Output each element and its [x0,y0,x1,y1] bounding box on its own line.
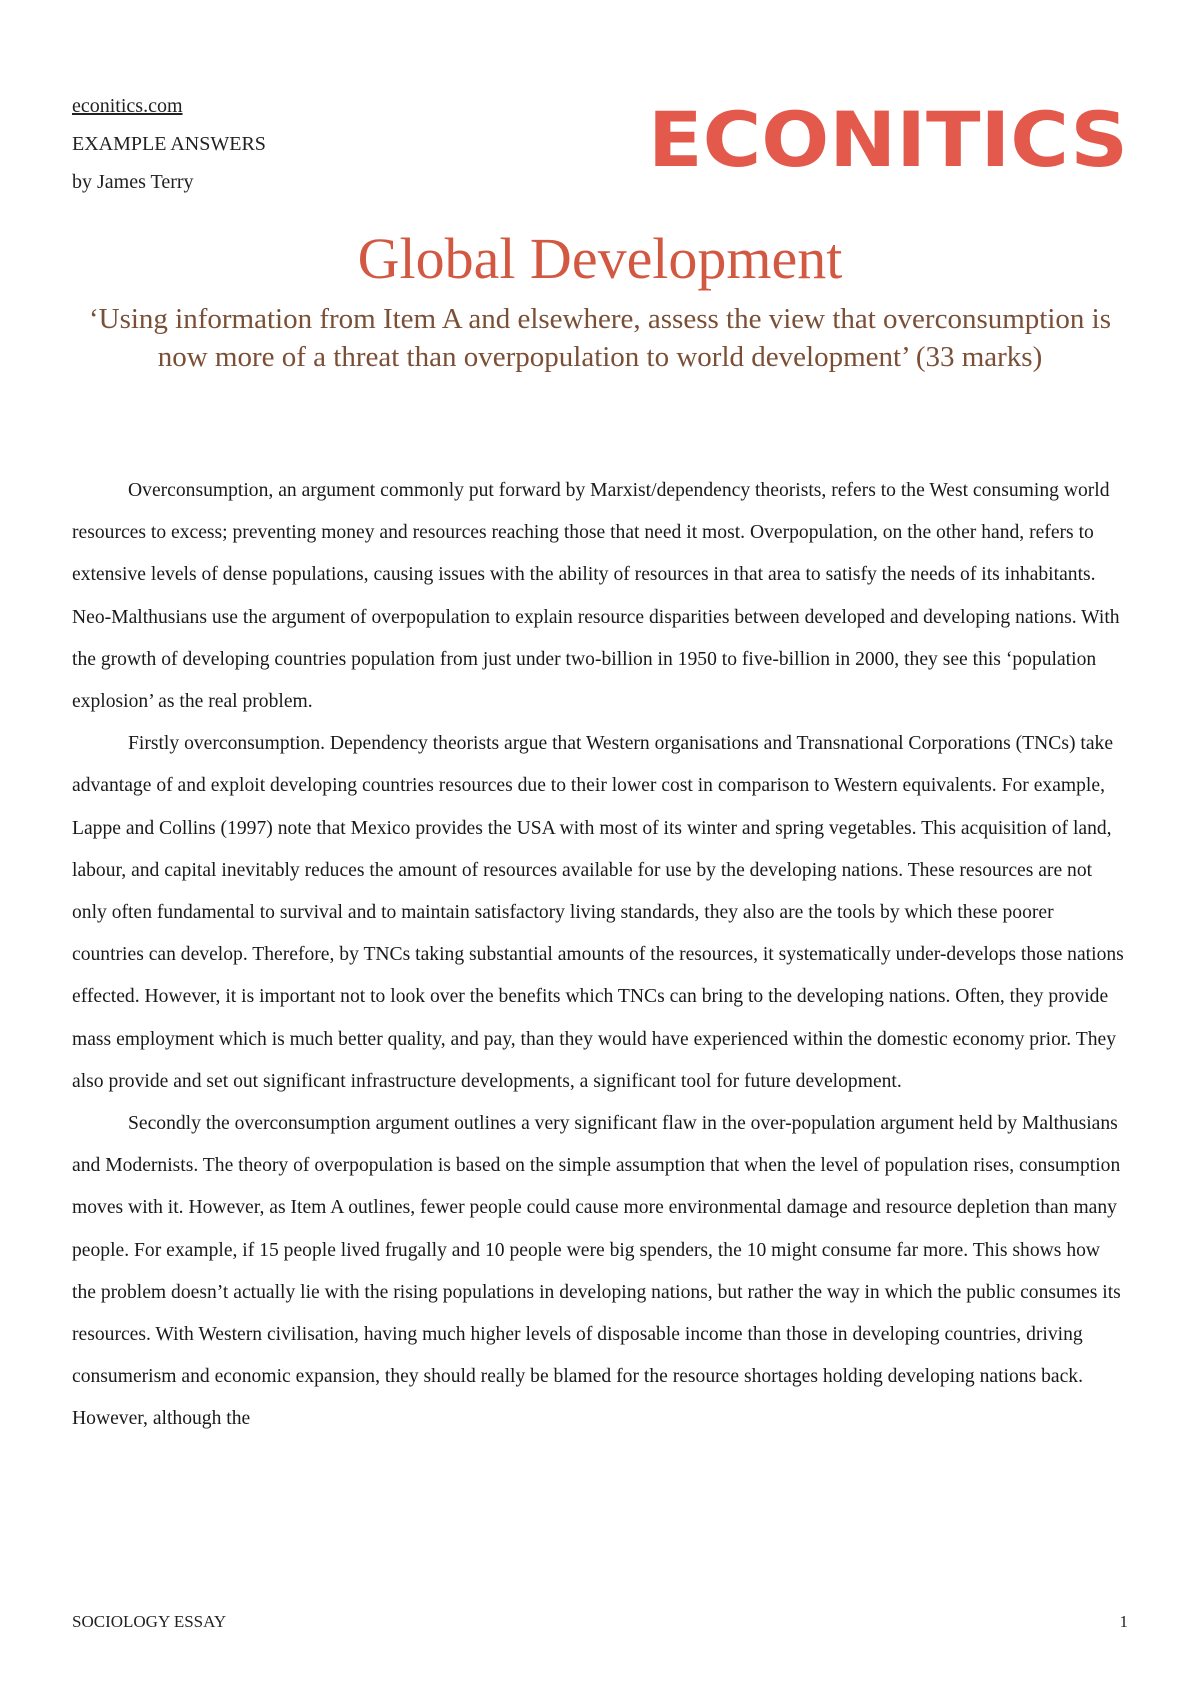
econitics-logo [648,104,1128,172]
paragraph-1: Overconsumption, an argument commonly put forward by Marxist/dependency theorists, refers to the West consuming world resources to excess; preventing money and resources reaching those that need it most. Overpopulation, on the other hand, refers to extensive levels of dense populations, causing issues with the ability of resources in that area to satisfy the needs of its inhabitants. Neo-Malthusians use the argument of overpopulation to explain resource disparities between developed and developing nations. With the growth of developing countries population from just under two-billion in 1950 to five-billion in 2000, they see this ‘population explosion’ as the real problem. [72,480,1120,713]
paragraph-3: Secondly the overconsumption argument outlines a very significant flaw in the over-population argument held by Malthusians and Modernists. The theory of overpopulation is based on the simple assumption that when the level of population rises, consumption moves with it. However, as Item A outlines, fewer people could cause more environmental damage and resource depletion than many people. For example, if 15 people lived frugally and 10 people were big spenders, the 10 might consume far more. This shows how the problem doesn’t actually lie with the rising populations in developing nations, but rather the way in which the public consumes its resources. With Western civilisation, having much higher levels of disposable income than those in developing countries, driving consumerism and economic expansion, they should really be blamed for the resource shortages holding developing nations back. However, although the [72,1113,1121,1430]
header-meta [72,96,266,210]
author-label: by James Terry [72,171,194,193]
title-block [72,226,1128,376]
page-number: 1 [1119,1612,1128,1631]
paragraph-2: Firstly overconsumption. Dependency theorists argue that Western organisations and Transnational Corporations (TNCs) take advantage of and exploit developing countries resources due to their lower cost in comparison to Western equivalents. For example, Lappe and Collins (1997) note that Mexico provides the USA with most of its winter and spring vegetables. This acquisition of land, labour, and capital inevitably reduces the amount of resources available for use by the developing nations. These resources are not only often fundamental to survival and to maintain satisfactory living standards, they also are the tools by which these poorer countries can develop. Therefore, by TNCs taking substantial amounts of the resources, it systematically under-develops those nations effected. However, it is important not to look over the benefits which TNCs can bring to the developing nations. Often, they provide mass employment which is much better quality, and pay, than they would have experienced within the domestic economy prior. They also provide and set out significant infrastructure developments, a significant tool for future development. [72,733,1124,1092]
logo-wordmark: ECONITICS [648,104,1128,172]
category-label: EXAMPLE ANSWERS [72,133,266,155]
page-title: Global Development [357,226,843,291]
essay-question: ‘Using information from Item A and elsewhere, assess the view that overconsumption is now more of a threat than overpopulation to world development’ (33 marks) [88,303,1112,373]
page-footer [72,1612,1128,1636]
footer-label: SOCIOLOGY ESSAY [72,1612,227,1631]
site-link[interactable]: econitics.com [72,95,183,117]
essay-body [72,470,1128,1441]
